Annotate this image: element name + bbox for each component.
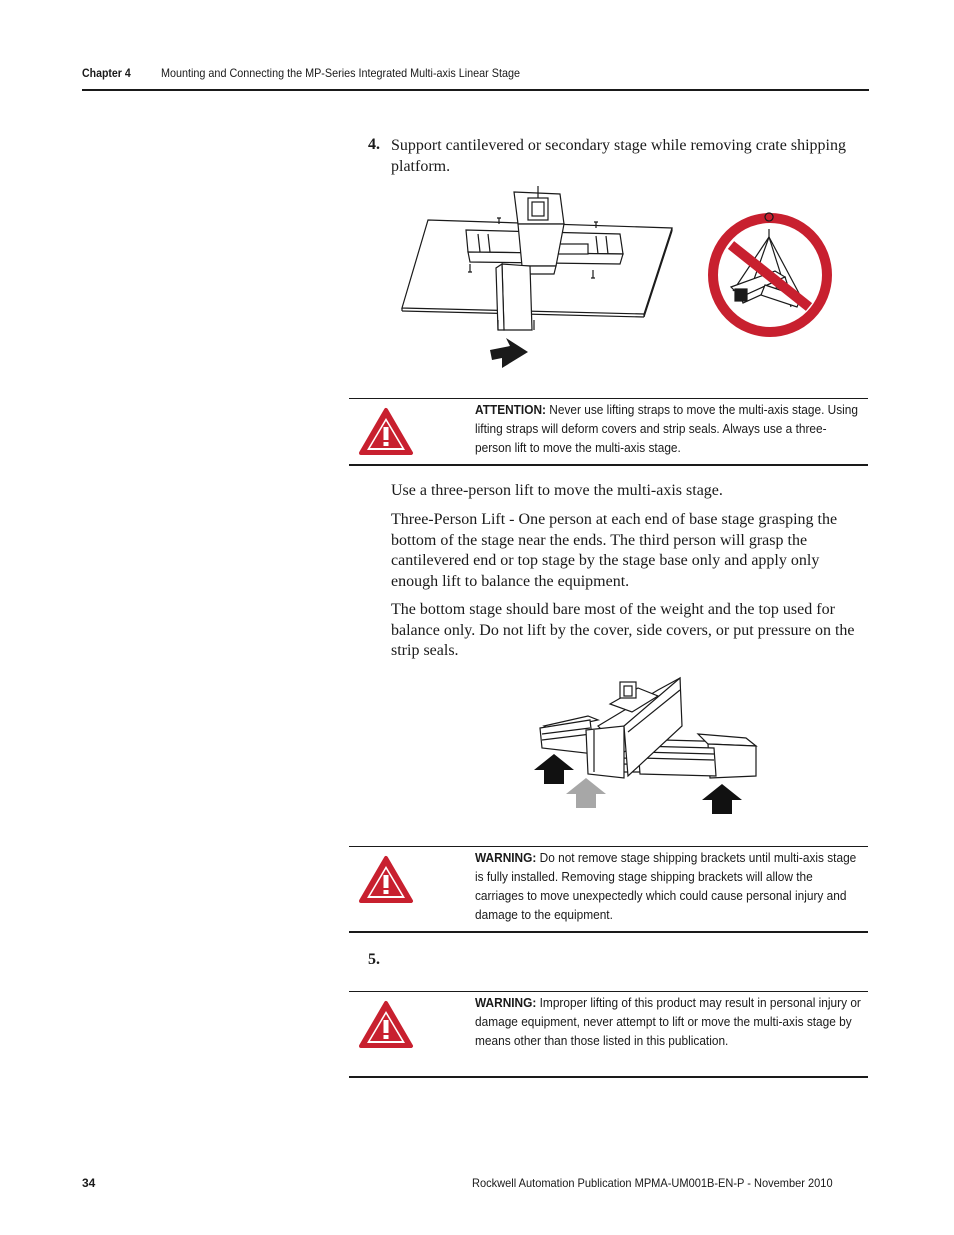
warning-note-brackets <box>349 846 868 933</box>
body-paragraph: Use a three-person lift to move the multi-axis stage. <box>391 482 723 499</box>
publication-info: Rockwell Automation Publication MPMA-UM001B-EN-P - November 2010 <box>472 1176 833 1190</box>
lift-arrow-icon <box>534 754 574 784</box>
body-paragraph: Three-Person Lift - One person at each end of base stage grasping the bottom of the stage near the ends. The third person will grasp the cantilevered end or top stage by the stage base only and apply only enough lift to balance the equipment. <box>391 511 838 590</box>
header-title: Mounting and Connecting the MP-Series Integrated Multi-axis Linear Stage <box>161 66 521 80</box>
note-body: Improper lifting of this product may result in personal injury or damage equipment, never attempt to lift or move the multi-axis stage by means other than those listed in this publication. <box>475 995 861 1048</box>
note-body: Never use lifting straps to move the multi-axis stage. Using lifting straps will deform covers and strip seals. Always use a three-person lift to move the multi-axis stage. <box>475 402 859 455</box>
attention-note <box>349 398 868 466</box>
step-number: 4. <box>368 136 380 153</box>
warning-triangle-icon <box>358 1000 414 1050</box>
lift-arrow-icon <box>490 338 528 368</box>
crate-platform-figure <box>398 184 678 374</box>
note-body: Do not remove stage shipping brackets until multi-axis stage is fully installed. Removing stage shipping brackets will allow the carriages to move unexpectedly which could cause personal injury and damage to the equipment. <box>475 850 857 922</box>
step-text: Support cantilevered or secondary stage while removing crate shipping platform. <box>391 137 846 175</box>
warning-triangle-icon <box>358 407 414 457</box>
lift-arrow-icon <box>566 778 606 808</box>
note-label: ATTENTION: <box>475 402 546 417</box>
lift-arrow-icon <box>702 784 742 814</box>
note-label: WARNING: <box>475 995 537 1010</box>
no-lifting-straps-icon <box>705 211 835 341</box>
step-number: 5. <box>368 951 380 968</box>
warning-note-lifting <box>349 991 868 1078</box>
body-paragraph: The bottom stage should bare most of the weight and the top used for balance only. Do not lift by the cover, side covers, or put pressure on the strip seals. <box>391 601 855 659</box>
header-rule <box>82 89 869 91</box>
warning-triangle-icon <box>358 855 414 905</box>
page-number: 34 <box>82 1176 96 1190</box>
header-chapter: Chapter 4 <box>82 66 131 80</box>
three-person-lift-figure <box>528 668 764 818</box>
note-label: WARNING: <box>475 850 537 865</box>
